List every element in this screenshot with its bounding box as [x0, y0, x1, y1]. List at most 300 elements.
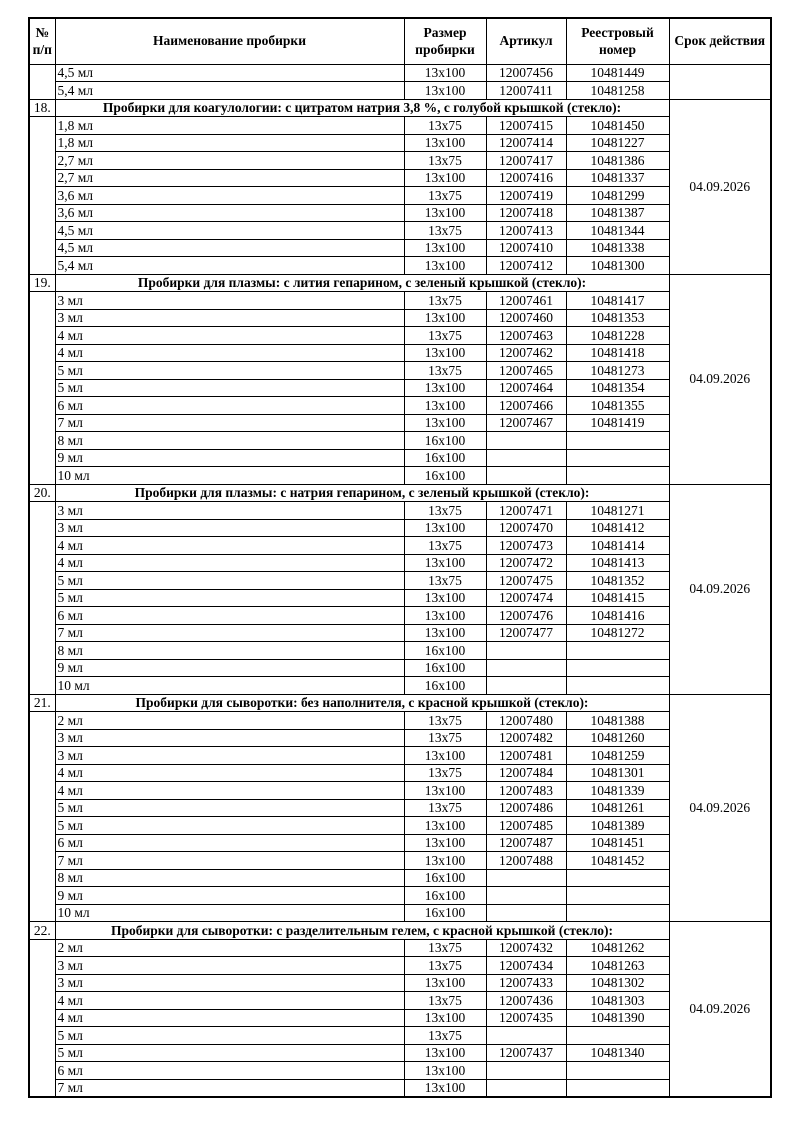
table-row	[29, 169, 771, 187]
cell-size: 13x75	[404, 1027, 486, 1045]
cell-registry	[566, 642, 669, 660]
cell-name: 3 мл	[55, 292, 404, 310]
cell-validity: 04.09.2026	[669, 99, 771, 274]
cell-article	[486, 642, 566, 660]
table-row	[29, 64, 771, 82]
cell-name: 10 мл	[55, 677, 404, 695]
cell-registry: 10481260	[566, 729, 669, 747]
cell-registry: 10481413	[566, 554, 669, 572]
cell-size: 13x75	[404, 222, 486, 240]
cell-registry: 10481228	[566, 327, 669, 345]
cell-section-title: Пробирки для плазмы: с натрия гепарином, с зеленый крышкой (стекло):	[55, 484, 669, 502]
table-row	[29, 117, 771, 135]
cell-registry: 10481416	[566, 607, 669, 625]
cell-name: 5 мл	[55, 1027, 404, 1045]
cell-size: 13x75	[404, 992, 486, 1010]
cell-registry	[566, 449, 669, 467]
cell-registry: 10481415	[566, 589, 669, 607]
cell-registry	[566, 1079, 669, 1097]
cell-article: 12007486	[486, 799, 566, 817]
cell-article: 12007418	[486, 204, 566, 222]
cell-num-merged	[29, 292, 55, 485]
cell-article: 12007417	[486, 152, 566, 170]
cell-size: 13x100	[404, 379, 486, 397]
cell-name: 5 мл	[55, 817, 404, 835]
cell-article	[486, 659, 566, 677]
cell-article: 12007471	[486, 502, 566, 520]
col-header-article: Артикул	[486, 18, 566, 64]
cell-article: 12007436	[486, 992, 566, 1010]
table-row	[29, 939, 771, 957]
table-row	[29, 1079, 771, 1097]
cell-validity-merged	[669, 64, 771, 99]
cell-name: 4 мл	[55, 344, 404, 362]
cell-name: 2 мл	[55, 939, 404, 957]
cell-name: 2 мл	[55, 712, 404, 730]
table-row	[29, 624, 771, 642]
cell-name: 5 мл	[55, 1044, 404, 1062]
cell-article	[486, 677, 566, 695]
cell-article: 12007477	[486, 624, 566, 642]
cell-article	[486, 1079, 566, 1097]
cell-name: 9 мл	[55, 887, 404, 905]
cell-size: 13x75	[404, 187, 486, 205]
cell-registry: 10481303	[566, 992, 669, 1010]
cell-article: 12007437	[486, 1044, 566, 1062]
cell-name: 10 мл	[55, 467, 404, 485]
cell-registry: 10481452	[566, 852, 669, 870]
cell-size: 13x100	[404, 554, 486, 572]
cell-name: 3 мл	[55, 519, 404, 537]
cell-article: 12007483	[486, 782, 566, 800]
cell-size: 13x100	[404, 782, 486, 800]
cell-article: 12007481	[486, 747, 566, 765]
cell-name: 7 мл	[55, 852, 404, 870]
cell-registry: 10481418	[566, 344, 669, 362]
cell-name: 3 мл	[55, 957, 404, 975]
cell-name: 3,6 мл	[55, 204, 404, 222]
cell-name: 3 мл	[55, 502, 404, 520]
cell-article: 12007475	[486, 572, 566, 590]
table-row	[29, 712, 771, 730]
cell-size: 13x75	[404, 502, 486, 520]
table-row	[29, 449, 771, 467]
cell-article	[486, 1027, 566, 1045]
table-row	[29, 659, 771, 677]
cell-registry: 10481271	[566, 502, 669, 520]
cell-name: 4,5 мл	[55, 222, 404, 240]
cell-name: 6 мл	[55, 1062, 404, 1080]
cell-size: 16x100	[404, 449, 486, 467]
cell-name: 2,7 мл	[55, 169, 404, 187]
table-row	[29, 852, 771, 870]
table-row	[29, 729, 771, 747]
cell-article: 12007476	[486, 607, 566, 625]
cell-size: 13x100	[404, 834, 486, 852]
cell-section-num: 19.	[29, 274, 55, 292]
cell-article	[486, 1062, 566, 1080]
cell-name: 5,4 мл	[55, 82, 404, 100]
table-row	[29, 204, 771, 222]
cell-size: 13x100	[404, 134, 486, 152]
cell-registry: 10481263	[566, 957, 669, 975]
cell-registry: 10481300	[566, 257, 669, 275]
cell-num-merged	[29, 712, 55, 922]
cell-size: 13x75	[404, 572, 486, 590]
cell-size: 13x75	[404, 292, 486, 310]
cell-size: 13x100	[404, 624, 486, 642]
cell-section-num: 20.	[29, 484, 55, 502]
cell-name: 6 мл	[55, 397, 404, 415]
cell-registry: 10481449	[566, 64, 669, 82]
section-header-row	[29, 694, 771, 712]
cell-validity: 04.09.2026	[669, 694, 771, 922]
col-header-size: Размер пробирки	[404, 18, 486, 64]
table-header-row	[29, 18, 771, 64]
cell-size: 13x100	[404, 852, 486, 870]
cell-registry: 10481354	[566, 379, 669, 397]
table-row	[29, 152, 771, 170]
table-row	[29, 397, 771, 415]
cell-registry: 10481451	[566, 834, 669, 852]
cell-size: 13x100	[404, 589, 486, 607]
cell-num-merged	[29, 502, 55, 695]
cell-section-title: Пробирки для сыворотки: с разделительным гелем, с красной крышкой (стекло):	[55, 922, 669, 940]
cell-article: 12007415	[486, 117, 566, 135]
table-row	[29, 502, 771, 520]
table-row	[29, 134, 771, 152]
cell-size: 13x100	[404, 974, 486, 992]
cell-article: 12007487	[486, 834, 566, 852]
cell-section-title: Пробирки для коагулологии: с цитратом натрия 3,8 %, с голубой крышкой (стекло):	[55, 99, 669, 117]
cell-article: 12007473	[486, 537, 566, 555]
cell-registry: 10481414	[566, 537, 669, 555]
cell-name: 5 мл	[55, 799, 404, 817]
cell-article	[486, 869, 566, 887]
section-header-row	[29, 274, 771, 292]
cell-registry: 10481450	[566, 117, 669, 135]
table-row	[29, 957, 771, 975]
cell-size: 13x75	[404, 939, 486, 957]
cell-registry	[566, 869, 669, 887]
cell-registry: 10481353	[566, 309, 669, 327]
table-row	[29, 817, 771, 835]
cell-registry	[566, 677, 669, 695]
table-row	[29, 834, 771, 852]
cell-article: 12007456	[486, 64, 566, 82]
table-row	[29, 554, 771, 572]
cell-article: 12007474	[486, 589, 566, 607]
cell-name: 4 мл	[55, 1009, 404, 1027]
cell-registry: 10481419	[566, 414, 669, 432]
table-row	[29, 1062, 771, 1080]
cell-registry	[566, 659, 669, 677]
table-row	[29, 467, 771, 485]
cell-registry: 10481338	[566, 239, 669, 257]
cell-article: 12007465	[486, 362, 566, 380]
table-row	[29, 904, 771, 922]
cell-size: 13x75	[404, 957, 486, 975]
cell-registry: 10481299	[566, 187, 669, 205]
table-row	[29, 572, 771, 590]
table-row	[29, 222, 771, 240]
cell-article: 12007432	[486, 939, 566, 957]
cell-registry: 10481337	[566, 169, 669, 187]
cell-article: 12007482	[486, 729, 566, 747]
cell-size: 13x100	[404, 1009, 486, 1027]
cell-name: 4,5 мл	[55, 64, 404, 82]
table-row	[29, 414, 771, 432]
cell-registry	[566, 432, 669, 450]
cell-article: 12007466	[486, 397, 566, 415]
cell-size: 16x100	[404, 467, 486, 485]
cell-validity: 04.09.2026	[669, 274, 771, 484]
cell-registry: 10481273	[566, 362, 669, 380]
cell-registry: 10481386	[566, 152, 669, 170]
cell-name: 3 мл	[55, 747, 404, 765]
table-row	[29, 309, 771, 327]
table-row	[29, 799, 771, 817]
cell-registry	[566, 904, 669, 922]
cell-name: 8 мл	[55, 432, 404, 450]
cell-article: 12007435	[486, 1009, 566, 1027]
cell-section-title: Пробирки для плазмы: с лития гепарином, с зеленый крышкой (стекло):	[55, 274, 669, 292]
cell-validity: 04.09.2026	[669, 484, 771, 694]
table-row	[29, 642, 771, 660]
cell-registry: 10481417	[566, 292, 669, 310]
cell-name: 4 мл	[55, 782, 404, 800]
cell-article: 12007472	[486, 554, 566, 572]
cell-article: 12007463	[486, 327, 566, 345]
cell-size: 13x75	[404, 764, 486, 782]
cell-name: 5 мл	[55, 589, 404, 607]
cell-registry: 10481355	[566, 397, 669, 415]
cell-registry: 10481389	[566, 817, 669, 835]
cell-article: 12007484	[486, 764, 566, 782]
cell-size: 16x100	[404, 869, 486, 887]
cell-size: 13x75	[404, 537, 486, 555]
cell-size: 13x75	[404, 327, 486, 345]
cell-registry: 10481261	[566, 799, 669, 817]
cell-name: 4 мл	[55, 992, 404, 1010]
cell-section-title: Пробирки для сыворотки: без наполнителя, с красной крышкой (стекло):	[55, 694, 669, 712]
cell-size: 13x100	[404, 344, 486, 362]
table-row	[29, 607, 771, 625]
cell-size: 13x75	[404, 729, 486, 747]
cell-size: 16x100	[404, 887, 486, 905]
cell-size: 13x100	[404, 239, 486, 257]
cell-size: 13x100	[404, 1044, 486, 1062]
cell-name: 3 мл	[55, 974, 404, 992]
cell-name: 8 мл	[55, 642, 404, 660]
table-row	[29, 379, 771, 397]
cell-name: 8 мл	[55, 869, 404, 887]
table-row	[29, 589, 771, 607]
cell-article: 12007414	[486, 134, 566, 152]
cell-article: 12007461	[486, 292, 566, 310]
cell-name: 1,8 мл	[55, 134, 404, 152]
cell-size: 13x100	[404, 309, 486, 327]
cell-article: 12007470	[486, 519, 566, 537]
cell-name: 2,7 мл	[55, 152, 404, 170]
cell-registry: 10481412	[566, 519, 669, 537]
cell-article: 12007488	[486, 852, 566, 870]
cell-registry: 10481262	[566, 939, 669, 957]
cell-registry: 10481388	[566, 712, 669, 730]
cell-article: 12007413	[486, 222, 566, 240]
cell-registry: 10481339	[566, 782, 669, 800]
cell-size: 13x100	[404, 257, 486, 275]
cell-size: 13x75	[404, 712, 486, 730]
cell-article: 12007464	[486, 379, 566, 397]
cell-name: 3 мл	[55, 729, 404, 747]
cell-name: 5 мл	[55, 572, 404, 590]
cell-article: 12007480	[486, 712, 566, 730]
cell-size: 13x75	[404, 799, 486, 817]
cell-section-num: 18.	[29, 99, 55, 117]
table-row	[29, 1027, 771, 1045]
cell-name: 5 мл	[55, 362, 404, 380]
table-row	[29, 187, 771, 205]
cell-size: 13x75	[404, 152, 486, 170]
cell-size: 16x100	[404, 642, 486, 660]
cell-size: 13x100	[404, 414, 486, 432]
cell-name: 9 мл	[55, 659, 404, 677]
cell-name: 4 мл	[55, 554, 404, 572]
cell-size: 13x100	[404, 64, 486, 82]
cell-size: 13x100	[404, 1079, 486, 1097]
cell-article: 12007467	[486, 414, 566, 432]
cell-num-merged	[29, 64, 55, 99]
table-row	[29, 82, 771, 100]
cell-registry: 10481227	[566, 134, 669, 152]
table-row	[29, 519, 771, 537]
cell-article: 12007462	[486, 344, 566, 362]
cell-num-merged	[29, 117, 55, 275]
table-row	[29, 239, 771, 257]
cell-name: 7 мл	[55, 414, 404, 432]
cell-registry: 10481387	[566, 204, 669, 222]
cell-name: 4,5 мл	[55, 239, 404, 257]
cell-registry	[566, 467, 669, 485]
cell-section-num: 22.	[29, 922, 55, 940]
cell-registry: 10481272	[566, 624, 669, 642]
col-header-name: Наименование пробирки	[55, 18, 404, 64]
cell-size: 13x75	[404, 362, 486, 380]
table-row	[29, 257, 771, 275]
cell-registry: 10481258	[566, 82, 669, 100]
cell-registry	[566, 1027, 669, 1045]
cell-validity: 04.09.2026	[669, 922, 771, 1097]
cell-name: 7 мл	[55, 1079, 404, 1097]
cell-name: 4 мл	[55, 327, 404, 345]
cell-registry: 10481344	[566, 222, 669, 240]
cell-article: 12007416	[486, 169, 566, 187]
cell-name: 3 мл	[55, 309, 404, 327]
table-row	[29, 1009, 771, 1027]
cell-size: 13x100	[404, 519, 486, 537]
cell-size: 13x75	[404, 117, 486, 135]
cell-size: 13x100	[404, 397, 486, 415]
cell-name: 4 мл	[55, 764, 404, 782]
cell-size: 16x100	[404, 677, 486, 695]
cell-registry: 10481352	[566, 572, 669, 590]
cell-size: 13x100	[404, 747, 486, 765]
cell-name: 7 мл	[55, 624, 404, 642]
cell-registry: 10481259	[566, 747, 669, 765]
table-row	[29, 747, 771, 765]
cell-registry: 10481390	[566, 1009, 669, 1027]
cell-size: 16x100	[404, 659, 486, 677]
cell-article	[486, 467, 566, 485]
cell-name: 6 мл	[55, 607, 404, 625]
cell-size: 13x100	[404, 169, 486, 187]
table-row	[29, 974, 771, 992]
cell-name: 3,6 мл	[55, 187, 404, 205]
table-row	[29, 537, 771, 555]
col-header-registry: Реестровый номер	[566, 18, 669, 64]
section-header-row	[29, 99, 771, 117]
cell-name: 10 мл	[55, 904, 404, 922]
table-row	[29, 992, 771, 1010]
table-row	[29, 887, 771, 905]
cell-size: 13x100	[404, 817, 486, 835]
cell-registry	[566, 1062, 669, 1080]
cell-article: 12007434	[486, 957, 566, 975]
cell-size: 13x100	[404, 1062, 486, 1080]
cell-article: 12007485	[486, 817, 566, 835]
cell-article	[486, 449, 566, 467]
cell-article: 12007460	[486, 309, 566, 327]
cell-size: 16x100	[404, 432, 486, 450]
section-header-row	[29, 484, 771, 502]
cell-name: 5,4 мл	[55, 257, 404, 275]
table-row	[29, 782, 771, 800]
table-row	[29, 327, 771, 345]
cell-size: 13x100	[404, 82, 486, 100]
cell-name: 5 мл	[55, 379, 404, 397]
col-header-num: № п/п	[29, 18, 55, 64]
cell-name: 9 мл	[55, 449, 404, 467]
col-header-validity: Срок действия	[669, 18, 771, 64]
cell-size: 13x100	[404, 204, 486, 222]
cell-article	[486, 887, 566, 905]
section-header-row	[29, 922, 771, 940]
cell-article	[486, 432, 566, 450]
cell-registry	[566, 887, 669, 905]
cell-article: 12007433	[486, 974, 566, 992]
table-row	[29, 677, 771, 695]
table-row	[29, 362, 771, 380]
table-row	[29, 764, 771, 782]
cell-name: 1,8 мл	[55, 117, 404, 135]
tube-products-table	[28, 17, 772, 1098]
cell-article: 12007410	[486, 239, 566, 257]
cell-registry: 10481301	[566, 764, 669, 782]
cell-num-merged	[29, 939, 55, 1097]
cell-name: 6 мл	[55, 834, 404, 852]
table-row	[29, 292, 771, 310]
cell-registry: 10481340	[566, 1044, 669, 1062]
cell-size: 13x100	[404, 607, 486, 625]
cell-article	[486, 904, 566, 922]
cell-article: 12007412	[486, 257, 566, 275]
cell-article: 12007419	[486, 187, 566, 205]
cell-name: 4 мл	[55, 537, 404, 555]
table-row	[29, 1044, 771, 1062]
cell-section-num: 21.	[29, 694, 55, 712]
table-row	[29, 432, 771, 450]
